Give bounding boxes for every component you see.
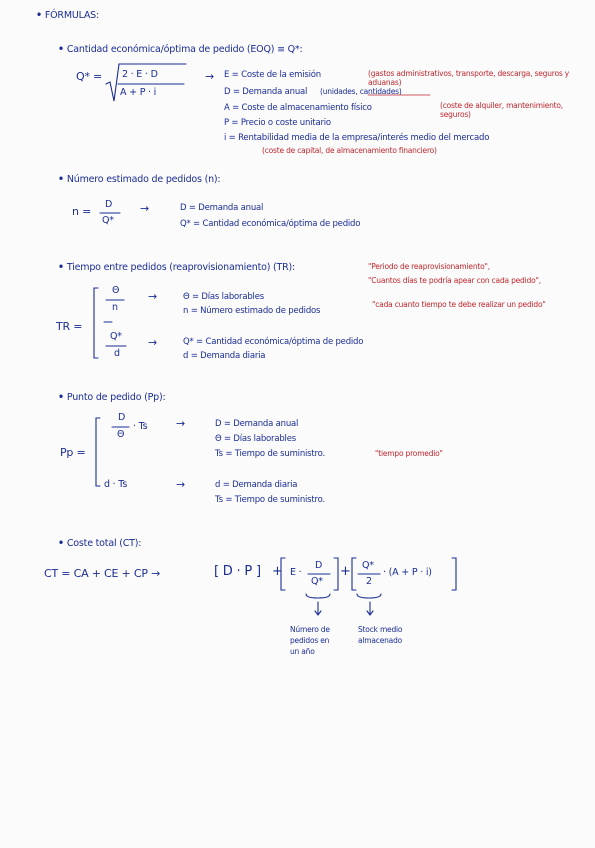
- tr-note-2: "Cuantos días te podría apear con cada pedido",: [368, 276, 541, 285]
- eoq-note-a: (coste de alquiler, mantenimiento, seguros): [440, 101, 563, 119]
- tr-def-n: n = Número estimado de pedidos: [183, 306, 321, 316]
- ct-label-orders: Número de pedidos en un año: [290, 625, 330, 656]
- tr-f2-denominator: d: [114, 348, 120, 359]
- ct-term-3-numerator: Q*: [362, 560, 374, 571]
- pp-note: "tiempo promedio": [375, 449, 443, 458]
- ct-bracket-2-right: [334, 558, 338, 590]
- orders-def-d: D = Demanda anual: [180, 203, 264, 213]
- ct-bracket-2-left: [281, 558, 285, 590]
- pp-def-ts: Ts = Tiempo de suministro.: [215, 449, 325, 459]
- pp-brace: [96, 418, 100, 486]
- pp-f1-denominator: Θ: [117, 429, 125, 440]
- tr-f2-numerator: Q*: [110, 331, 122, 342]
- tr-heading: • Tiempo entre pedidos (reaprovisionamiento) (TR):: [58, 262, 295, 273]
- eoq-def-a: A = Coste de almacenamiento físico: [224, 103, 372, 113]
- pp-f2: d · Ts: [104, 479, 128, 490]
- eoq-note-d: (unidades, cantidades): [320, 87, 402, 96]
- orders-lhs: n =: [72, 205, 92, 218]
- tr-note-1: "Periodo de reaprovisionamiento",: [368, 262, 490, 271]
- pp-f1-numerator: D: [118, 412, 126, 423]
- ct-term-3-denominator: 2: [366, 576, 372, 587]
- orders-numerator: D: [105, 199, 113, 210]
- pp-arrow-1: →: [176, 417, 186, 430]
- ct-bracket-3-right: [452, 558, 456, 590]
- ct-term-2-pre: E ·: [290, 567, 302, 578]
- ct-lhs: CT = CA + CE + CP →: [44, 567, 161, 580]
- pp-def-d-daily: d = Demanda diaria: [215, 480, 298, 490]
- tr-note-3: "cada cuanto tiempo te debe realizar un pedido": [372, 300, 546, 309]
- tr-def-q: Q* = Cantidad económica/óptima de pedido: [183, 337, 364, 347]
- eoq-denominator: A + P · i: [120, 87, 157, 98]
- eoq-def-i: i = Rentabilidad media de la empresa/interés medio del mercado: [224, 133, 490, 143]
- tr-f1-denominator: n: [112, 302, 118, 313]
- orders-heading: • Número estimado de pedidos (n):: [58, 174, 220, 185]
- tr-def-theta: Θ = Días laborables: [183, 292, 264, 302]
- tr-arrow-2: →: [148, 336, 158, 349]
- eoq-def-e: E = Coste de la emisión: [224, 70, 321, 80]
- pp-def-theta: Θ = Días laborables: [215, 434, 296, 444]
- tr-def-d: d = Demanda diaria: [183, 351, 266, 361]
- pp-def-ts-2: Ts = Tiempo de suministro.: [215, 495, 325, 505]
- eoq-lhs: Q* =: [76, 70, 103, 83]
- orders-arrow: →: [140, 202, 150, 215]
- ct-underbrace-1: [306, 594, 330, 598]
- pp-f1-tail: · Ts: [133, 421, 148, 432]
- ct-plus-1: +: [272, 564, 283, 579]
- pp-heading: • Punto de pedido (Pp):: [58, 392, 166, 403]
- ct-term-2-numerator: D: [315, 560, 323, 571]
- eoq-numerator: 2 · E · D: [122, 69, 158, 80]
- ct-heading: • Coste total (CT):: [58, 538, 141, 549]
- eoq-arrow: →: [205, 70, 215, 83]
- eoq-note-e: (gastos administrativos, transporte, descarga, seguros y aduanas): [368, 69, 570, 87]
- pp-def-d: D = Demanda anual: [215, 419, 299, 429]
- eoq-radical: [106, 64, 186, 101]
- tr-arrow-1: →: [148, 290, 158, 303]
- tr-f1-numerator: Θ: [112, 285, 120, 296]
- tr-brace: [94, 288, 98, 358]
- tr-lhs: TR =: [56, 320, 83, 333]
- pp-arrow-2: →: [176, 478, 186, 491]
- ct-term-3-tail: · (A + P · i): [383, 567, 432, 578]
- pp-lhs: Pp =: [60, 446, 86, 459]
- page-title: • FÓRMULAS:: [36, 10, 99, 21]
- ct-term-2-denominator: Q*: [311, 576, 323, 587]
- ct-label-stock: Stock medio almacenado: [358, 625, 403, 645]
- orders-denominator: Q*: [102, 215, 114, 226]
- ct-underbrace-2: [357, 594, 381, 598]
- eoq-def-d: D = Demanda anual: [224, 87, 308, 97]
- orders-def-q: Q* = Cantidad económica/óptima de pedido: [180, 219, 361, 229]
- eoq-def-p: P = Precio o coste unitario: [224, 118, 331, 128]
- eoq-note-i: (coste de capital, de almacenamiento financiero): [262, 146, 437, 155]
- eoq-heading: • Cantidad económica/óptima de pedido (EOQ) ≡ Q*:: [58, 44, 302, 55]
- ct-bracket-3-left: [352, 558, 356, 590]
- ct-term-1: [ D · P ]: [214, 564, 261, 579]
- ct-plus-2: +: [340, 564, 351, 579]
